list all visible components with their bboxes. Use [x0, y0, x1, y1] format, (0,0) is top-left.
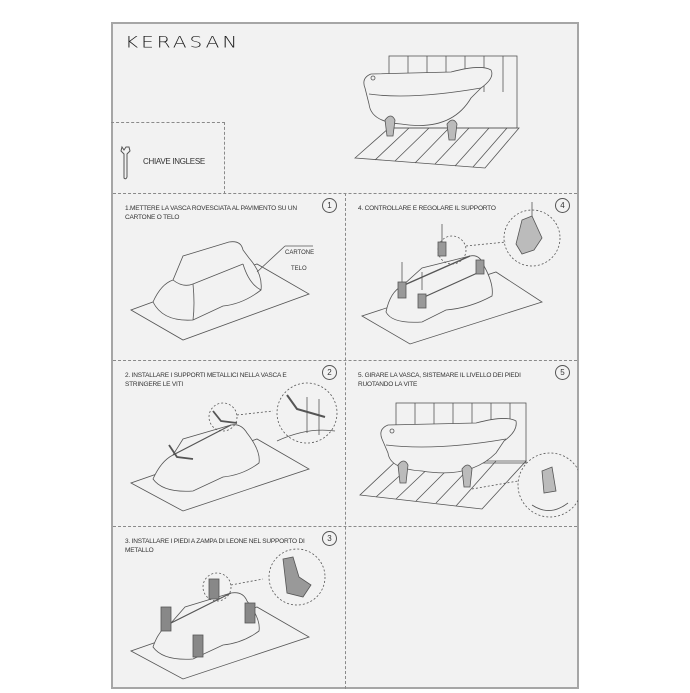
- hero-bathtub-illustration: [331, 54, 521, 184]
- step-3-number: 3: [322, 531, 337, 546]
- empty-panel: [346, 527, 578, 693]
- step-1-panel: [113, 194, 345, 360]
- step-5-number: 5: [555, 365, 570, 380]
- step-5-text: 5. GIRARE LA VASCA, SISTEMARE IL LIVELLO DEI PIEDI RUOTANDO LA VITE: [358, 372, 521, 388]
- install-metal-supports-illustration: [113, 361, 345, 527]
- adjust-support-illustration: [346, 194, 578, 360]
- step-2-number: 2: [322, 365, 337, 380]
- level-feet-illustration: [346, 361, 578, 527]
- tools-box: [111, 122, 225, 194]
- step-4-text: 4. CONTROLLARE E REGOLARE IL SUPPORTO: [358, 205, 496, 212]
- step-3-panel: [113, 527, 345, 693]
- annotation-cartone: CARTONE: [285, 250, 315, 256]
- tool-label: CHIAVE INGLESE: [143, 157, 205, 166]
- step-2-panel: [113, 361, 345, 527]
- step-4-panel: [346, 194, 578, 360]
- step-5-panel: [346, 361, 578, 527]
- step-3-text: 3. INSTALLARE I PIEDI A ZAMPA DI LEONE NEL SUPPORTO DI METALLO: [125, 538, 305, 554]
- annotation-telo: TELO: [291, 266, 307, 272]
- overturned-tub-illustration: [113, 194, 345, 360]
- install-lion-paw-feet-illustration: [113, 527, 345, 693]
- brand-logo: KERASAN: [125, 32, 241, 52]
- wrench-icon: [119, 145, 133, 181]
- step-1-number: 1: [322, 198, 337, 213]
- instruction-sheet: [111, 22, 579, 689]
- step-2-text: 2. INSTALLARE I SUPPORTI METALLICI NELLA VASCA E STRINGERE LE VITI: [125, 372, 287, 388]
- step-4-number: 4: [555, 198, 570, 213]
- step-1-text: 1.METTERE LA VASCA ROVESCIATA AL PAVIMENTO SU UN CARTONE O TELO: [125, 205, 297, 221]
